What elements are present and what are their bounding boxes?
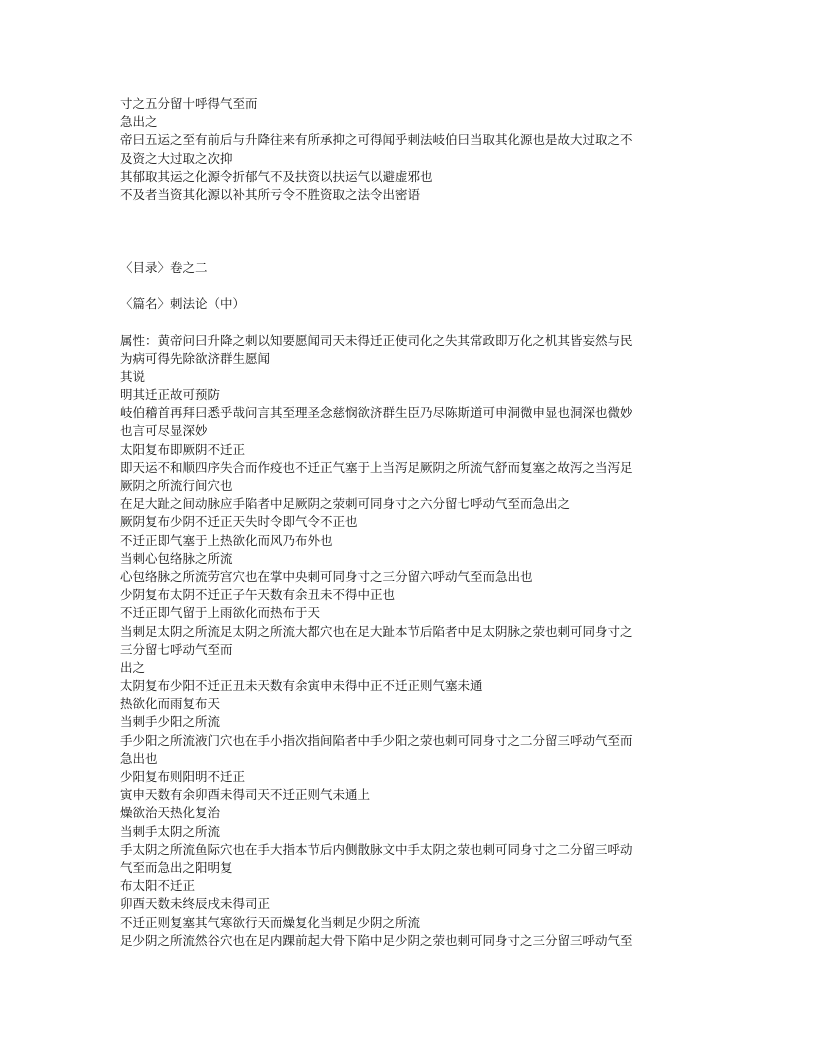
text-line: 其郁取其运之化源令折郁气不及扶资以扶运气以避虚邪也 bbox=[120, 168, 433, 184]
text-line: 岐伯稽首再拜曰悉乎哉问言其至理圣念慈悯欲济群生臣乃尽陈斯道可申洞微申显也洞深也微妙 bbox=[120, 405, 633, 421]
text-line: 急出之 bbox=[120, 114, 158, 130]
spacer bbox=[120, 204, 700, 259]
text-line: 明其迁正故可预防 bbox=[120, 387, 221, 403]
text-line: 不迁正即气塞于上热欲化而风乃布外也 bbox=[120, 532, 333, 548]
text-line: 少阴复布太阴不迁正子午天数有余丑未不得中正也 bbox=[120, 587, 396, 603]
text-line: 在足大趾之间动脉应手陷者中足厥阴之荥刺可同身寸之六分留七呼动气至而急出之 bbox=[120, 496, 571, 512]
text-line: 帝曰五运之至有前后与升降往来有所承抑之可得闻乎刺法岐伯曰当取其化源也是故大过取之不 bbox=[120, 132, 633, 148]
text-line: 也言可尽显深妙 bbox=[120, 423, 208, 439]
text-line: 手太阴之所流鱼际穴也在手大指本节后内侧散脉文中手太阴之荥也刺可同身寸之二分留三呼动 bbox=[120, 841, 633, 857]
text-line: 当刺手少阳之所流 bbox=[120, 714, 221, 730]
text-line: 及资之大过取之次抑 bbox=[120, 150, 233, 166]
text-line: 太阴复布少阳不迁正丑未天数有余寅申未得中正不迁正则气塞未通 bbox=[120, 678, 483, 694]
text-line: 少阳复布则阳明不迁正 bbox=[120, 769, 246, 784]
text-block-top bbox=[120, 95, 700, 204]
text-line: 三分留七呼动气至而 bbox=[120, 641, 233, 657]
text-line: 不及者当资其化源以补其所亏令不胜资取之法令出密语 bbox=[120, 186, 421, 202]
text-line: 太阳复布即厥阴不迁正 bbox=[120, 441, 246, 457]
text-line: 卯酉天数未终辰戌未得司正 bbox=[120, 896, 271, 912]
text-line: 当刺足太阴之所流足太阴之所流大都穴也在足大趾本节后陷者中足太阴脉之荥也刺可同身寸之 bbox=[120, 623, 633, 639]
text-line: 布太阳不迁正 bbox=[120, 878, 196, 894]
text-line: 为病可得先除欲济群生愿闻 bbox=[120, 350, 271, 366]
spacer bbox=[120, 314, 700, 332]
text-line: 出之 bbox=[120, 659, 146, 675]
text-line: 手少阳之所流液门穴也在手小指次指间陷者中手少阳之荥也刺可同身寸之二分留三呼动气至而 bbox=[120, 732, 633, 748]
text-line: 即天运不和顺四序失合而作疫也不迁正气塞于上当泻足厥阴之所流气舒而复塞之故泻之当泻足 bbox=[120, 459, 633, 475]
text-line: 寸之五分留十呼得气至而 bbox=[120, 96, 258, 111]
text-line: 心包络脉之所流劳宫穴也在掌中央刺可同身寸之三分留六呼动气至而急出也 bbox=[120, 568, 533, 584]
text-line: 厥阴复布少阴不迁正天失时令即气令不正也 bbox=[120, 514, 358, 530]
text-block-main bbox=[120, 332, 700, 950]
catalog-heading: 〈目录〉卷之二 bbox=[120, 260, 208, 276]
document-page bbox=[120, 95, 700, 950]
text-line: 气至而急出之阳明复 bbox=[120, 859, 233, 875]
text-line: 不迁正则复塞其气寒欲行天而燥复化当刺足少阴之所流 bbox=[120, 914, 421, 930]
text-line: 属性：黄帝问曰升降之刺以知要愿闻司天未得迁正使司化之失其常政即万化之机其皆妄然与民 bbox=[120, 332, 633, 348]
text-line: 足少阴之所流然谷穴也在足内踝前起大骨下陷中足少阴之荥也刺可同身寸之三分留三呼动气至 bbox=[120, 932, 633, 948]
text-line: 厥阴之所流行间穴也 bbox=[120, 478, 233, 493]
chapter-heading: 〈篇名〉刺法论（中） bbox=[120, 296, 246, 312]
text-line: 燥欲治天热化复治 bbox=[120, 805, 221, 821]
text-line: 不迁正即气留于上雨欲化而热布于天 bbox=[120, 605, 321, 621]
text-line: 当刺心包络脉之所流 bbox=[120, 550, 233, 566]
text-line: 其说 bbox=[120, 368, 146, 384]
spacer bbox=[120, 277, 700, 295]
text-line: 当刺手太阴之所流 bbox=[120, 823, 221, 839]
text-line: 急出也 bbox=[120, 750, 158, 766]
text-line: 热欲化而雨复布天 bbox=[120, 696, 221, 712]
text-line: 寅申天数有余卯酉未得司天不迁正则气未通上 bbox=[120, 787, 371, 803]
